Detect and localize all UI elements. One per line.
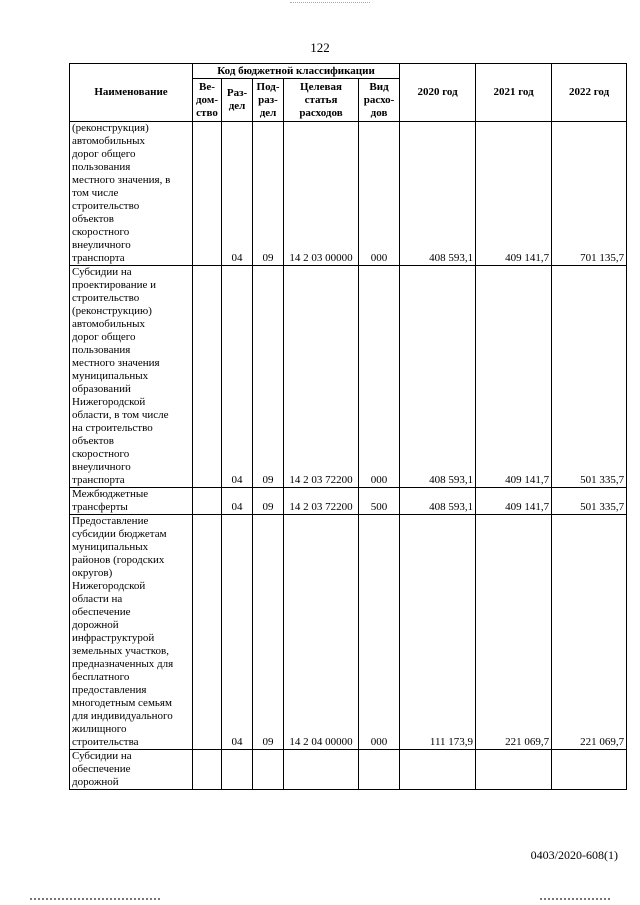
row-name: Субсидии на проектирование и строительство (реконструкцию) автомобильных дорог общего пользования местного значения муниципальных образований Нижегородской области, в том числе на строительство объектов скоростного внеуличного транспорта — [70, 266, 193, 488]
row-razdel — [222, 750, 253, 790]
row-target: 14 2 04 00000 — [284, 515, 359, 750]
header-group-code: Код бюджетной классификации — [193, 64, 400, 79]
row-podrazdel: 09 — [253, 122, 284, 266]
table-row — [70, 122, 627, 266]
row-target: 14 2 03 72200 — [284, 488, 359, 515]
row-2022: 501 335,7 — [552, 488, 627, 515]
row-vid: 000 — [359, 122, 400, 266]
row-target — [284, 750, 359, 790]
header-razdel: Раз- дел — [222, 79, 253, 122]
header-vedomstvo: Ве- дом- ство — [193, 79, 222, 122]
row-vedomstvo — [193, 515, 222, 750]
row-razdel: 04 — [222, 266, 253, 488]
scan-artifact-top — [290, 2, 370, 3]
row-vedomstvo — [193, 122, 222, 266]
row-2022: 501 335,7 — [552, 266, 627, 488]
row-vid — [359, 750, 400, 790]
row-vid: 000 — [359, 515, 400, 750]
row-razdel: 04 — [222, 122, 253, 266]
row-2021 — [476, 750, 552, 790]
table-row — [70, 266, 627, 488]
row-podrazdel: 09 — [253, 488, 284, 515]
row-razdel: 04 — [222, 515, 253, 750]
document-code: 0403/2020-608(1) — [530, 848, 618, 862]
header-2021: 2021 год — [476, 64, 552, 122]
table-row — [70, 515, 627, 750]
row-podrazdel — [253, 750, 284, 790]
row-vid: 500 — [359, 488, 400, 515]
row-2020 — [400, 750, 476, 790]
row-razdel: 04 — [222, 488, 253, 515]
header-vid: Вид расхо- дов — [359, 79, 400, 122]
row-2022: 701 135,7 — [552, 122, 627, 266]
budget-table — [69, 63, 627, 790]
row-vedomstvo — [193, 750, 222, 790]
scan-artifact-bottom-right — [540, 898, 610, 904]
row-2022: 221 069,7 — [552, 515, 627, 750]
row-podrazdel: 09 — [253, 515, 284, 750]
row-2020: 408 593,1 — [400, 266, 476, 488]
header-name: Наименование — [70, 64, 193, 122]
row-2021: 409 141,7 — [476, 266, 552, 488]
row-2021: 409 141,7 — [476, 488, 552, 515]
row-2020: 408 593,1 — [400, 122, 476, 266]
row-name: Межбюджетные трансферты — [70, 488, 193, 515]
row-vedomstvo — [193, 266, 222, 488]
row-name: (реконструкция) автомобильных дорог общего пользования местного значения, в том числе строительство объектов скоростного внеуличного транспорта — [70, 122, 193, 266]
row-2022 — [552, 750, 627, 790]
row-vedomstvo — [193, 488, 222, 515]
page-number: 122 — [310, 40, 330, 55]
row-2021: 221 069,7 — [476, 515, 552, 750]
table-row — [70, 750, 627, 790]
row-podrazdel: 09 — [253, 266, 284, 488]
row-2020: 408 593,1 — [400, 488, 476, 515]
scan-artifact-bottom-left — [30, 898, 160, 904]
row-2021: 409 141,7 — [476, 122, 552, 266]
table-row — [70, 488, 627, 515]
row-2020: 111 173,9 — [400, 515, 476, 750]
header-2022: 2022 год — [552, 64, 627, 122]
row-target: 14 2 03 00000 — [284, 122, 359, 266]
row-name: Субсидии на обеспечение дорожной — [70, 750, 193, 790]
header-target: Целевая статья расходов — [284, 79, 359, 122]
header-row-top — [70, 64, 627, 79]
row-name: Предоставление субсидии бюджетам муниципальных районов (городских округов) Нижегородской области на обеспечение дорожной инфраструктурой земельных участков, предназначенных для бесплатного предоставления многодетным семьям для индивидуального жилищного строительства — [70, 515, 193, 750]
row-vid: 000 — [359, 266, 400, 488]
header-podrazdel: Под- раз- дел — [253, 79, 284, 122]
row-target: 14 2 03 72200 — [284, 266, 359, 488]
header-2020: 2020 год — [400, 64, 476, 122]
